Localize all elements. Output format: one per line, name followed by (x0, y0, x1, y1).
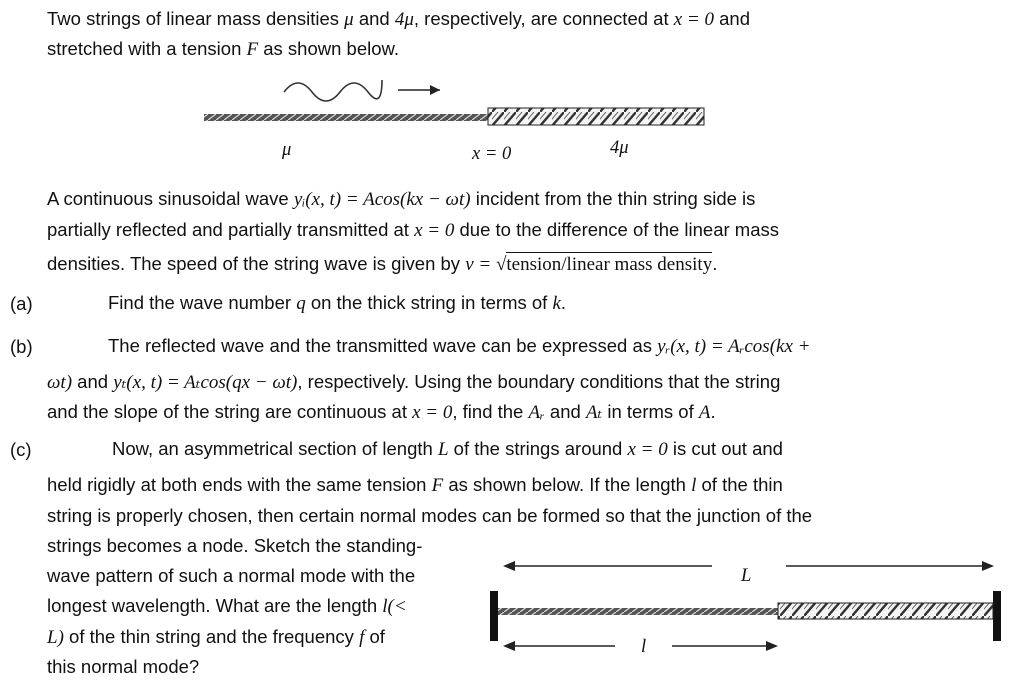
part-c-label: (c) (10, 439, 32, 460)
text: as shown below. (258, 38, 400, 59)
math-wt: ωt) (47, 372, 73, 393)
para-line-3 (47, 253, 717, 276)
math-q: q (296, 293, 306, 314)
text: is cut out and (667, 438, 783, 459)
text: A continuous sinusoidal wave (47, 188, 294, 209)
math-F: F (246, 39, 259, 60)
text: and (714, 8, 751, 29)
text: as shown below. If the length (443, 474, 692, 495)
text: Now, an asymmetrical section of length (112, 438, 438, 459)
part-a-label: (a) (10, 293, 33, 314)
text: of the thin (696, 474, 783, 495)
math-4mu: 4μ (394, 9, 414, 30)
part-c-line-8: this normal mode? (47, 656, 200, 677)
incident-wave (284, 80, 382, 101)
label-x0: x = 0 (472, 144, 512, 164)
math-x-eq-0: x = 0 (673, 9, 714, 30)
left-wall (490, 591, 498, 641)
math-x-eq-0: x = 0 (414, 220, 455, 241)
math-A: A (698, 402, 711, 423)
text: held rigidly at both ends with the same tension (47, 474, 432, 495)
text: . (712, 253, 718, 274)
part-b-label: (b) (10, 336, 33, 357)
text: stretched with a tension (47, 38, 247, 59)
right-wall (993, 591, 1001, 641)
text: The reflected wave and the transmitted wave can be expressed as (108, 335, 658, 356)
math-F: F (431, 475, 444, 496)
text: incident from the thin string side is (470, 188, 756, 209)
math-reflected: yᵣ(x, t) = Aᵣcos(kx + (657, 336, 811, 357)
text: on the thick string in terms of (305, 292, 553, 313)
text: , find the (452, 401, 529, 422)
math-v: v = √ (465, 254, 507, 275)
text: densities. The speed of the string wave is given by (47, 253, 466, 274)
math-transmitted: yₜ(x, t) = Aₜcos(qx − ωt) (113, 372, 298, 393)
math-x-eq-0: x = 0 (627, 439, 668, 460)
text: , respectively, are connected at (413, 8, 674, 29)
thick-string (488, 108, 704, 125)
part-a-text (108, 292, 566, 315)
thin-string-2 (498, 608, 780, 615)
math-L: L (437, 439, 449, 460)
part-c-line-6 (47, 595, 407, 618)
part-b-line-2 (47, 371, 780, 394)
text: and (72, 371, 114, 392)
part-c-line-5: wave pattern of such a normal mode with the (47, 565, 416, 586)
label-4mu: 4μ (610, 138, 629, 158)
math-k: k (552, 293, 561, 314)
text: longest wavelength. What are the length (47, 595, 383, 616)
text: of the thin string and the frequency (63, 626, 360, 647)
text: partially reflected and partially transmitted at (47, 219, 415, 240)
para-line-1 (47, 188, 755, 211)
math-L-paren: L) (47, 627, 64, 648)
math-x-eq-0: x = 0 (412, 402, 453, 423)
thick-string-2 (778, 603, 993, 619)
label-L: L (741, 566, 752, 586)
text: of the strings around (448, 438, 628, 459)
part-c-line-7 (47, 626, 385, 649)
text: . (710, 401, 716, 422)
para-line-2 (47, 219, 779, 242)
math-l: l (691, 475, 697, 496)
part-b-line-1 (108, 335, 810, 358)
part-c-line-4: strings becomes a node. Sketch the standing- (47, 535, 423, 556)
text: . (560, 292, 567, 313)
text: and (544, 401, 586, 422)
text: Find the wave number (108, 292, 297, 313)
part-c-line-1 (112, 438, 783, 461)
text: and (353, 8, 395, 29)
text: , respectively. Using the boundary conditions that the string (297, 371, 781, 392)
text: in terms of (602, 401, 699, 422)
part-c-line-3: string is properly chosen, then certain normal modes can be formed so that the junction of the (47, 505, 813, 526)
math-At: Aₜ (585, 402, 603, 423)
math-Ar: Aᵣ (528, 402, 545, 423)
text: and the slope of the string are continuous at (47, 401, 413, 422)
math-sqrt-body: tension/linear mass density (506, 254, 713, 275)
math-f: f (359, 627, 365, 648)
text: due to the difference of the linear mass (454, 219, 779, 240)
thin-string (204, 114, 489, 121)
math-incident: yᵢ(x, t) = Acos(kx − ωt) (293, 189, 471, 210)
math-mu: μ (344, 9, 354, 30)
part-c-line-2 (47, 474, 783, 497)
text: of (364, 626, 385, 647)
label-l: l (641, 637, 647, 657)
text: Two strings of linear mass densities (47, 8, 345, 29)
part-b-line-3 (47, 401, 716, 424)
math-l-lt: l(< (382, 596, 407, 617)
label-mu: μ (282, 140, 292, 160)
